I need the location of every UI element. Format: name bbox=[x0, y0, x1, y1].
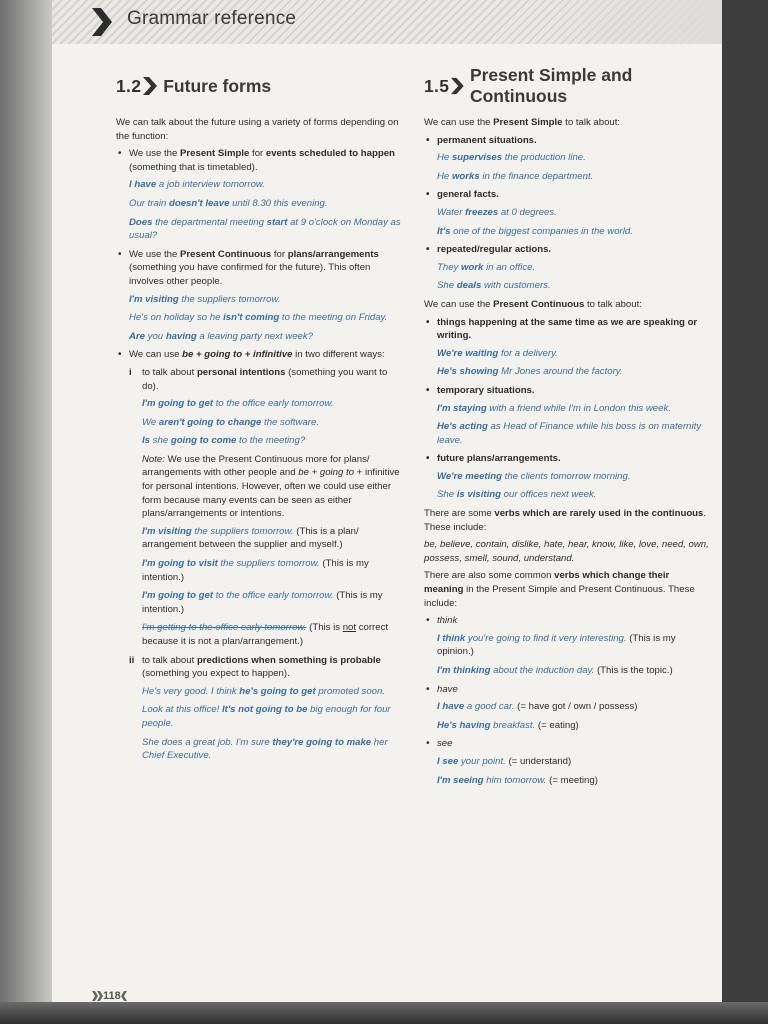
list-item: • have bbox=[424, 683, 710, 697]
chevron-right-icon bbox=[143, 77, 157, 95]
example-sentence: I'm staying with a friend while I'm in London this week. bbox=[437, 402, 671, 414]
body-text: There are some verbs which are rarely used in the continuous. These include: bbox=[424, 508, 707, 533]
example-sentence: I see your point. (= understand) bbox=[437, 755, 572, 767]
list-item: • things happening at the same time as we are speaking or writing. bbox=[424, 316, 710, 343]
example-sentence: He supervises the production line. bbox=[437, 152, 586, 164]
intro-text: We can talk about the future using a variety of forms depending on the function: bbox=[116, 117, 399, 142]
section-title: Present Simple and Continuous bbox=[469, 65, 633, 106]
example-sentence: They work in an office. bbox=[437, 261, 536, 273]
verb-list: be, believe, contain, dislike, hate, hear, know, like, love, need, own, possess, smell, sound, understand. bbox=[424, 539, 709, 564]
example-sentence: He works in the finance department. bbox=[437, 170, 594, 182]
example-sentence: I'm going to get to the office early tomorrow. bbox=[142, 398, 334, 410]
list-item: • repeated/regular actions. bbox=[424, 243, 710, 257]
list-item: • temporary situations. bbox=[424, 384, 710, 398]
page-number-text: 118 bbox=[103, 990, 121, 1002]
example-sentence: He's having breakfast. (= eating) bbox=[437, 719, 579, 731]
section-number: 1.2 bbox=[116, 75, 142, 96]
example-sentence: We're waiting for a delivery. bbox=[437, 347, 558, 359]
example-sentence: Are you having a leaving party next week? bbox=[129, 330, 313, 342]
example-sentence: I think you're going to find it very interesting. (This is my opinion.) bbox=[437, 632, 676, 658]
list-item: • permanent situations. bbox=[424, 134, 710, 148]
example-sentence: He's very good. I think he's going to get promoted soon. bbox=[142, 685, 386, 697]
example-sentence: He's on holiday so he isn't coming to the meeting on Friday. bbox=[129, 312, 388, 324]
example-sentence: I'm visiting the suppliers tomorrow. (This is a plan/ arrangement between the supplier and myself.) bbox=[142, 525, 359, 551]
example-sentence: I'm seeing him tomorrow. (= meeting) bbox=[437, 774, 598, 786]
double-chevron-right-icon bbox=[92, 991, 103, 1001]
example-sentence: Does the departmental meeting start at 9 o'clock on Monday as usual? bbox=[129, 216, 401, 242]
example-sentence: She does a great job. I'm sure they're going to make her Chief Executive. bbox=[142, 736, 388, 762]
page-header-title: Grammar reference bbox=[127, 8, 297, 29]
list-item: • We can use be + going to + infinitive in two different ways: bbox=[116, 348, 402, 362]
body-text: There are also some common verbs which change their meaning in the Present Simple and Present Continuous. These include: bbox=[424, 570, 695, 609]
example-sentence: I'm visiting the suppliers tomorrow. bbox=[129, 293, 281, 305]
chevron-right-icon bbox=[451, 77, 464, 95]
example-sentence: It's one of the biggest companies in the world. bbox=[437, 225, 633, 237]
example-sentence: Water freezes at 0 degrees. bbox=[437, 206, 557, 218]
example-sentence: We're meeting the clients tomorrow morning. bbox=[437, 470, 631, 482]
list-item: • We use the Present Continuous for plans/arrangements (something you have confirmed for the future). This often involves other people. bbox=[116, 248, 402, 289]
example-sentence: I'm getting to the office early tomorrow. (This is not correct because it is not a plan/arrangement.) bbox=[142, 622, 389, 647]
section-heading bbox=[424, 65, 710, 106]
example-sentence: I'm going to visit the suppliers tomorrow. (This is my intention.) bbox=[142, 558, 369, 583]
section-present-simple-continuous bbox=[424, 65, 710, 792]
sub-list-item: i to talk about personal intentions (something you want to do). bbox=[129, 366, 388, 392]
intro-text: We can use the Present Simple to talk about: bbox=[424, 117, 621, 128]
example-sentence: We aren't going to change the software. bbox=[142, 416, 319, 428]
example-sentence: I have a good car. (= have got / own / possess) bbox=[437, 701, 638, 713]
list-item: • future plans/arrangements. bbox=[424, 452, 710, 466]
page-number bbox=[92, 990, 127, 1002]
section-title: Future forms bbox=[163, 75, 272, 96]
section-future-forms bbox=[116, 74, 402, 768]
example-sentence: He's showing Mr Jones around the factory. bbox=[437, 366, 623, 378]
example-sentence: Look at this office! It's not going to be big enough for four people. bbox=[142, 704, 391, 729]
list-item: • We use the Present Simple for events scheduled to happen (something that is timetabled). bbox=[116, 147, 402, 174]
section-number: 1.5 bbox=[424, 75, 450, 96]
chevron-left-icon bbox=[121, 991, 127, 1001]
list-item: • think bbox=[424, 614, 710, 628]
page-bottom-shadow bbox=[0, 1002, 768, 1024]
list-item: • see bbox=[424, 737, 710, 751]
example-sentence: I'm going to get to the office early tomorrow. (This is my intention.) bbox=[142, 590, 383, 615]
page-edge-shadow bbox=[0, 0, 52, 1024]
example-sentence: Our train doesn't leave until 8.30 this evening. bbox=[129, 197, 328, 209]
example-sentence: Is she going to come to the meeting? bbox=[142, 435, 306, 447]
intro-text: We can use the Present Continuous to talk about: bbox=[424, 298, 642, 310]
section-heading bbox=[116, 74, 402, 98]
book-page bbox=[52, 0, 722, 1024]
example-sentence: She is visiting our offices next week. bbox=[437, 489, 597, 501]
list-item: • general facts. bbox=[424, 188, 710, 202]
example-sentence: I'm thinking about the induction day. (This is the topic.) bbox=[437, 665, 673, 676]
page-header bbox=[52, 0, 722, 44]
example-sentence: She deals with customers. bbox=[437, 280, 551, 292]
sub-list-item: ii to talk about predictions when something is probable (something you expect to happen). bbox=[129, 654, 381, 680]
example-sentence: He's acting as Head of Finance while his boss is on maternity leave. bbox=[437, 421, 702, 446]
chevron-right-icon bbox=[92, 8, 112, 36]
note-text: Note: We use the Present Continuous more for plans/ arrangements with other people and be + going to + infinitive for personal intentions. However, often we could use either form because many events can be seen as either plans/arrangements or intentions. bbox=[142, 453, 400, 520]
example-sentence: I have a job interview tomorrow. bbox=[129, 179, 265, 191]
